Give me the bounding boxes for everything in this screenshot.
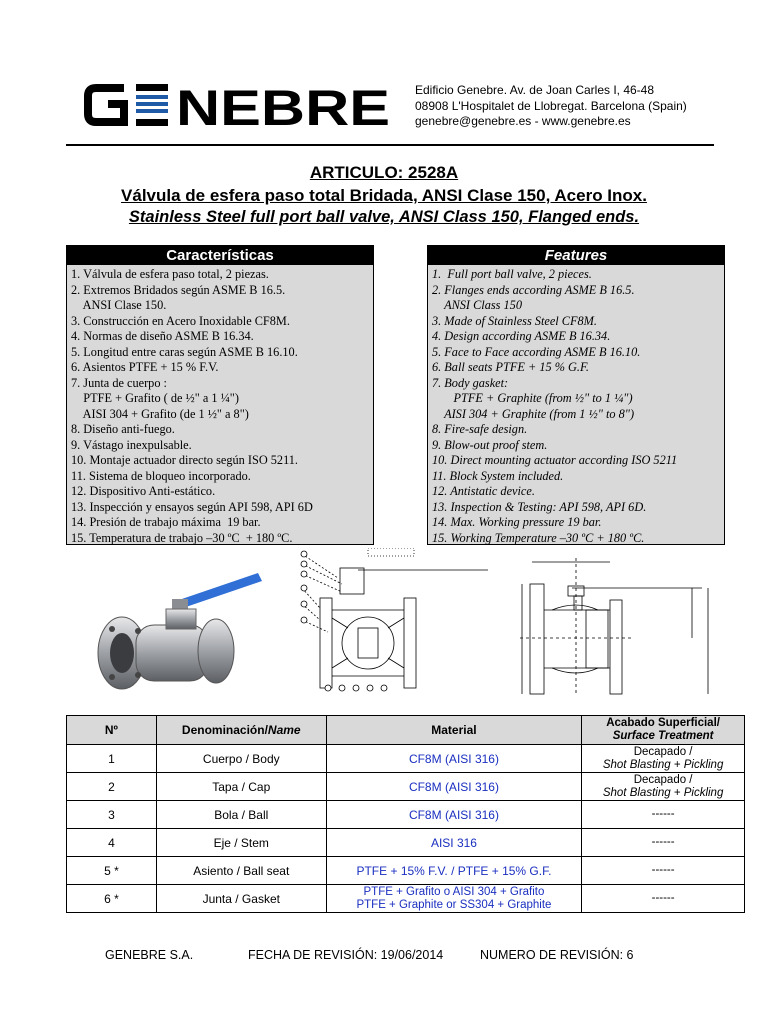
cell-material <box>326 885 582 913</box>
material-line: AISI 316 <box>430 835 477 850</box>
finish-line: ------ <box>651 808 675 820</box>
cell-material <box>326 857 582 885</box>
company-address <box>415 83 687 130</box>
material-line: CF8M (AISI 316) <box>408 779 499 794</box>
feature-item: 10. Direct mounting actuator according ISO 5211 <box>432 453 678 467</box>
feature-item: 4. Normas de diseño ASME B 16.34. <box>71 329 254 343</box>
cell-finish <box>582 857 745 885</box>
feature-item: 6. Ball seats PTFE + 15 % G.F. <box>432 360 589 374</box>
feature-item: PTFE + Graphite (from ½" to 1 ¼") <box>432 391 633 405</box>
title-english: Stainless Steel full port ball valve, ANSI Class 150, Flanged ends. <box>128 208 640 226</box>
col-header-finish-en: Surface Treatment <box>612 730 714 742</box>
col-header-name <box>156 716 326 745</box>
cell-material <box>326 801 582 829</box>
material-line: CF8M (AISI 316) <box>408 751 499 766</box>
footer-revision-date: FECHA DE REVISIÓN: 19/06/2014 <box>248 948 444 962</box>
feature-item: 8. Diseño anti-fuego. <box>71 422 175 436</box>
cell-material <box>326 773 582 801</box>
feature-item: 10. Montaje actuador directo según ISO 5211. <box>71 453 298 467</box>
article-title: ARTICULO: 2528A <box>309 163 459 182</box>
parts-table <box>66 715 745 913</box>
features-en-box <box>427 245 725 545</box>
cell-name: Bola / Ball <box>156 801 326 829</box>
feature-item: 3. Made of Stainless Steel CF8M. <box>432 313 597 328</box>
col-header-name-es: Denominación/ <box>181 723 268 737</box>
cell-number: 4 <box>67 829 157 857</box>
material-line: CF8M (AISI 316) <box>408 807 499 822</box>
cell-finish <box>582 885 745 913</box>
feature-item: 11. Sistema de bloqueo incorporado. <box>71 468 251 483</box>
col-header-material: Material <box>326 716 582 745</box>
feature-item: 12. Dispositivo Anti-estático. <box>71 484 216 498</box>
finish-line: ------ <box>651 864 675 876</box>
address-line: 08908 L'Hospitalet de Llobregat. Barcelona (Spain) <box>415 98 687 113</box>
cell-name: Tapa / Cap <box>156 773 326 801</box>
feature-item: ANSI Clase 150. <box>71 298 167 312</box>
features-es-box <box>66 245 374 545</box>
footer-company: GENEBRE S.A. <box>105 948 194 962</box>
finish-line: ------ <box>651 892 675 904</box>
cell-number: 6 * <box>67 885 157 913</box>
feature-item: 5. Longitud entre caras según ASME B 16.10. <box>71 344 298 359</box>
feature-item: 8. Fire-safe design. <box>432 422 528 436</box>
feature-item: PTFE + Grafito ( de ½" a 1 ¼") <box>71 391 239 405</box>
feature-item: 9. Vástago inexpulsable. <box>71 437 192 452</box>
side-view-drawing <box>512 548 720 696</box>
feature-item: 12. Antistatic device. <box>432 484 535 498</box>
table-row <box>67 885 745 913</box>
table-row <box>67 801 745 829</box>
finish-line: Shot Blasting + Pickling <box>602 786 724 799</box>
cell-name: Junta / Gasket <box>156 885 326 913</box>
feature-item: 4. Design according ASME B 16.34. <box>432 329 611 343</box>
svg-text:NEBRE: NEBRE <box>176 80 390 128</box>
title-spanish: Válvula de esfera paso total Bridada, ANSI Clase 150, Acero Inox. <box>121 186 647 205</box>
header-divider <box>66 144 714 146</box>
feature-item: 14. Max. Working pressure 19 bar. <box>432 515 602 529</box>
features-es-list <box>67 265 373 546</box>
cell-number: 1 <box>67 745 157 773</box>
cell-name: Eje / Stem <box>156 829 326 857</box>
material-line: PTFE + Grafito o AISI 304 + Grafito <box>363 885 545 898</box>
finish-line: Decapado / <box>633 773 693 786</box>
cell-finish <box>582 773 745 801</box>
feature-item: 7. Junta de cuerpo : <box>71 375 167 390</box>
feature-item: 14. Presión de trabajo máxima 19 bar. <box>71 515 261 529</box>
features-es-heading: Características <box>67 246 373 265</box>
feature-item: 2. Extremos Bridados según ASME B 16.5. <box>71 282 286 297</box>
cell-finish <box>582 801 745 829</box>
feature-item: 13. Inspección y ensayos según API 598, API 6D <box>71 499 313 514</box>
cell-finish <box>582 829 745 857</box>
feature-item: 1. Full port ball valve, 2 pieces. <box>432 267 592 281</box>
cell-number: 5 * <box>67 857 157 885</box>
feature-item: AISI 304 + Grafito (de 1 ½" a 8") <box>71 406 249 421</box>
table-header-row <box>67 716 745 745</box>
col-header-name-en: Name <box>267 723 301 737</box>
material-line: PTFE + Graphite or SS304 + Graphite <box>356 898 552 911</box>
table-row <box>67 829 745 857</box>
col-header-number: Nº <box>67 716 157 745</box>
features-en-list <box>428 265 724 546</box>
cell-name: Cuerpo / Body <box>156 745 326 773</box>
cell-number: 3 <box>67 801 157 829</box>
address-line: Edificio Genebre. Av. de Joan Carles I, 46-48 <box>415 83 655 97</box>
feature-item: 1. Válvula de esfera paso total, 2 piezas. <box>71 267 269 281</box>
feature-item: 3. Construcción en Acero Inoxidable CF8M. <box>71 313 290 328</box>
valve-photo <box>88 565 268 695</box>
feature-item: AISI 304 + Graphite (from 1 ½" to 8") <box>432 406 635 421</box>
feature-item: ANSI Class 150 <box>432 298 522 312</box>
cross-section-drawing <box>298 548 494 694</box>
feature-item: 13. Inspection & Testing: API 598, API 6D. <box>432 499 647 514</box>
footer-revision-number: NUMERO DE REVISIÓN: 6 <box>480 948 634 962</box>
genebre-logo <box>84 80 394 128</box>
finish-line: Shot Blasting + Pickling <box>602 758 724 771</box>
finish-line: Decapado / <box>633 745 693 758</box>
cell-finish <box>582 745 745 773</box>
feature-item: 5. Face to Face according ASME B 16.10. <box>432 344 641 359</box>
table-row <box>67 857 745 885</box>
finish-line: ------ <box>651 836 675 848</box>
cell-number: 2 <box>67 773 157 801</box>
parts-table-body <box>67 745 745 913</box>
feature-item: 11. Block System included. <box>432 468 564 483</box>
cell-material <box>326 745 582 773</box>
feature-item: 15. Temperatura de trabajo –30 ºC + 180 ºC. <box>71 530 293 545</box>
material-line: PTFE + 15% F.V. / PTFE + 15% G.F. <box>356 863 552 878</box>
feature-item: 7. Body gasket: <box>432 375 509 390</box>
feature-item: 2. Flanges ends according ASME B 16.5. <box>432 282 635 297</box>
address-line: genebre@genebre.es - www.genebre.es <box>415 114 631 128</box>
table-row <box>67 773 745 801</box>
table-row <box>67 745 745 773</box>
col-header-finish-es: Acabado Superficial/ <box>606 717 720 729</box>
col-header-finish <box>582 716 745 745</box>
cell-material <box>326 829 582 857</box>
feature-item: 6. Asientos PTFE + 15 % F.V. <box>71 360 219 374</box>
feature-item: 9. Blow-out proof stem. <box>432 437 548 452</box>
features-en-heading: Features <box>428 246 724 265</box>
cell-name: Asiento / Ball seat <box>156 857 326 885</box>
feature-item: 15. Working Temperature –30 ºC + 180 ºC. <box>432 530 645 545</box>
